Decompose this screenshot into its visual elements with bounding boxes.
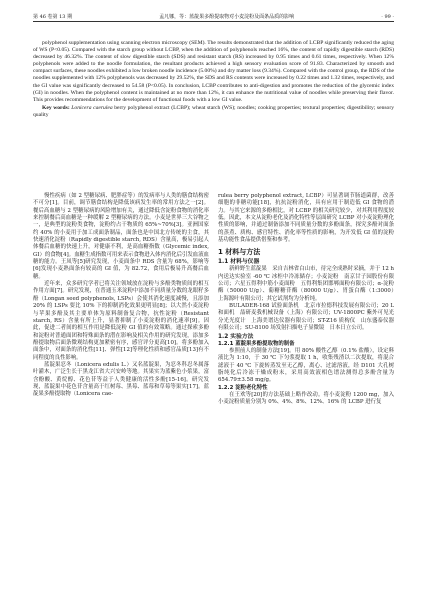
left-column: [33, 193, 209, 593]
paragraph-intro-1: 慢性疾病（如 2 型糖尿病、肥胖症等）的发病率与人类的膳食结构密不可分[1]。目前，调节膳食结构是降低该病发生率的常用方法之一[2]。餐后高血糖与 2 型糖尿病的风险增加有关，通过降低含淀粉食物的消化率来控制餐后高血糖是一种缓解 2 型糖尿病的方法。小麦是世界三大谷物之一，是典型的淀粉类食物，淀粉约占干物质的 65%~70%[3]。亚洲国家约 40% 的小麦用于加工成面条制品，面条也是中国北方传统的主食，其快速消化淀粉（Rapidly digestible starch, RDS）含量高，极易引起人体餐后血糖的快速上升，对健康不利，是高血糖指数（Glycemic index, GI）的食物[4]。血糖生成指数可用来表示食物进入体内消化后引发血液血糖的能力。王凤等[5]研究发现，小麦面条中 RDS 含量为 68%，影响等[6]发现小麦熟面条有较高的 GI 值，为 82.72，食用后极易升高餐后血糖。: [33, 193, 209, 280]
subsubsection-title-aging: 1.2.2 淀粉老化特性: [218, 384, 268, 391]
paragraph-instruments: BULADER-168 试验面条机 北京市拉德科技发展有限公司；20 L 和面机 喆研麦我机械设备（上海）有限公司；UV-1800PC 紫外可见光分光光度计 上海美谱达仪器有限公司；ST-Z16 质构仪 山东盛泰仪器有限公司；SU-8100 场发射扫描电子显微镜 日本日立公司。: [218, 303, 394, 332]
subsection-heading-methods: 1.2 实验方法: [218, 333, 254, 340]
paragraph-aging-method: 在王欢等[20]的方法基础上略作改动。将小麦淀粉 1200 mg，加入小麦淀粉质量分别为 0%、4%、8%、12%、16% 的 LCBP 进行复: [218, 391, 394, 406]
body-columns: [33, 193, 400, 593]
running-header: [33, 10, 394, 22]
subsubsection-title-extract: 1.2.1 蓝靛果多酚提取物的制备: [218, 340, 295, 347]
paragraph-materials: 新鲜野生蓝靛果 采自吉林省白山市，待完全成熟时采摘，并于 12 h 内送达实验室 -60 ℃ 冰柜中冷冻储存；小麦淀粉 南京甘子园股份有限公司；六星五得利中筋小麦面粉 五得利集团邯郸面粉有限公司；α-淀粉酶（50000 U/g）、葡糖糖苷酶（80000 U/g）、胃蛋白酶（1:3000） 上海源叶有限公司；其它试剂均为分析纯。: [218, 266, 400, 302]
abstract-body: polyphenol supplementation using scanning electron microscopy (SEM). The results demonstrated that the addition of LCBP significantly reduced the aging of WS (P<0.05). Compared with the starch group without LCBP, when the addition of polyphenols reached 16%, the content of rapidly digestible starch (RDS) decreased by 46.32%. The content of slow digestible starch (SDS) and resistant starch (RS) increased by 0.95 times and 0.61 times, respectively. When 12% polyphenols were added to the noodle formulation, the resultant products achieved a high sensory evaluation score of 91.83. Characterized by smooth and compact surfaces, these noodles exhibited a low broken noodle incidence (5.00%) and dry matter loss (9.34%). Compared with the control group, the RDS of the noodles supplemented with 12% polyphenols was decreased by 29.52%, the SDS and RS contents were increased by 0.22 times and 1.32 times, respectively, and the GI value was significantly decreased to 54.58 (P<0.05). In conclusion, LCBP contributes to anti-digestion and promotes the reduction of the glycemic index (GI) in noodles. When the polyphenol content is maintained at no more than 12%, it can enhance the nutritional value of noodles while preserving their flavor. This provides recommendations for the development of functional foods with a low GI value.: [33, 40, 394, 103]
keywords-label: Key words:: [42, 104, 70, 111]
right-column: [218, 193, 400, 593]
issue-info: 第 46 卷第 13 期: [33, 14, 73, 20]
keywords-rest: berry polyphenol extract (LCBP); wheat starch (WS); noodles; cooking properties; textural properties; digestibility; sensory quality: [33, 104, 395, 118]
running-title: 孟凡娜，等：蓝靛果多酚提取物对小麦淀粉及面条品质的影响: [159, 14, 295, 20]
page-number: · 99 ·: [381, 14, 394, 20]
subsubsection-heading-extract: [218, 341, 394, 348]
keywords-line: [33, 105, 394, 119]
keywords-species: Lonicera caerulea: [71, 104, 113, 111]
english-abstract: [33, 40, 394, 119]
paragraph-intro-3: 蓝靛果忍冬（Lonicera edulis L.）又名蓝靛果，为忍冬科忍冬属落叶灌木，广泛生长于黑龙江省大兴安岭等地。其果实为蓝紫色小浆果，富含酚酸、黄烷醇、花色苷等益于人类健康的活性多酚[15-16]。研究发现，蓝靛果中花色苷含量高于红树莓、黑莓、蓝莓和草莓等果实[17]。蓝靛果多酚提取物（Lonicera cae-: [33, 361, 209, 398]
paragraph-intro-4: rulea berry polyphenol extract, LCBP）可显著调节肠道菌群，改善细胞的非糖功能[18]，抗抗淀粉消化，具有应用于制造低 GI 食物的潜力。与其它来源的多酚相比，对 LCBP 的相关研究较少，对其利用程度较低。因此，本文从淀粉老化及消化特性等层面研究 LCBP 对小麦淀粉理化性质的影响，并通过制备添加不同质量分数的多酚面条，探究多酚对面条的蒸煮、质构、感官特性、消化率等性质的影响，为开发低 GI 值的淀粉基功能性食品提供借鉴和参考。: [218, 193, 394, 244]
paragraph-extract-method: 参照前人的制备方法[19]。用 80% 酸性乙醇（0.1% 盐酸），设定料液比为 1:10，于 30 ℃ 下匀浆提取 1 h，收集残渣以二次提取，将混合滤液于 40 ℃ 下旋转蒸发至无乙醇，离心、过滤溶液，经 D101 大孔树脂纯化后冷冻干燥成粉末，采用高效液相色谱法测得总多酚含量为 654.79±3.58 mg/g。: [218, 347, 394, 384]
subsubsection-heading-aging: [218, 385, 394, 392]
subsection-heading-materials: 1.1 材料与仪器: [218, 259, 260, 266]
section-heading-materials-methods: 1 材料与方法: [218, 248, 261, 257]
paragraph-intro-2: 近年来，众多研究学者已将关注领域放在淀粉与多酚类物质间的相互作用方面[7]。研究发现，在普通玉米淀粉中添加不同质量分数的龙眼籽多酚（Longan seed polyphenols, LSPs）会使其消化速度减慢，且添加 20% 的 LSPs 要比 10% 下的抑制消化效果更明显[8]；以大然小麦淀粉与苹果多酚及其主要单体为原料制备复合物，抗性淀粉（Resistant starch, RS）含量有所上升，显著抑制了小麦淀粉的消化速率[9]。因此，促进二者间的相互作用是降低淀粉 GI 值的有效策略。通过探索多酚和淀粉对普通面团和特殊面条的潜在影响及相关作用的研究发现，添加多酚提取物后面条微观结构更加紧密有序，感官评分更高[10]。将多酚加入面条中，对面条的消化性[11]、弹性[12]等理化性质和感官品质[13]有不同程度的良性影响。: [33, 281, 209, 361]
